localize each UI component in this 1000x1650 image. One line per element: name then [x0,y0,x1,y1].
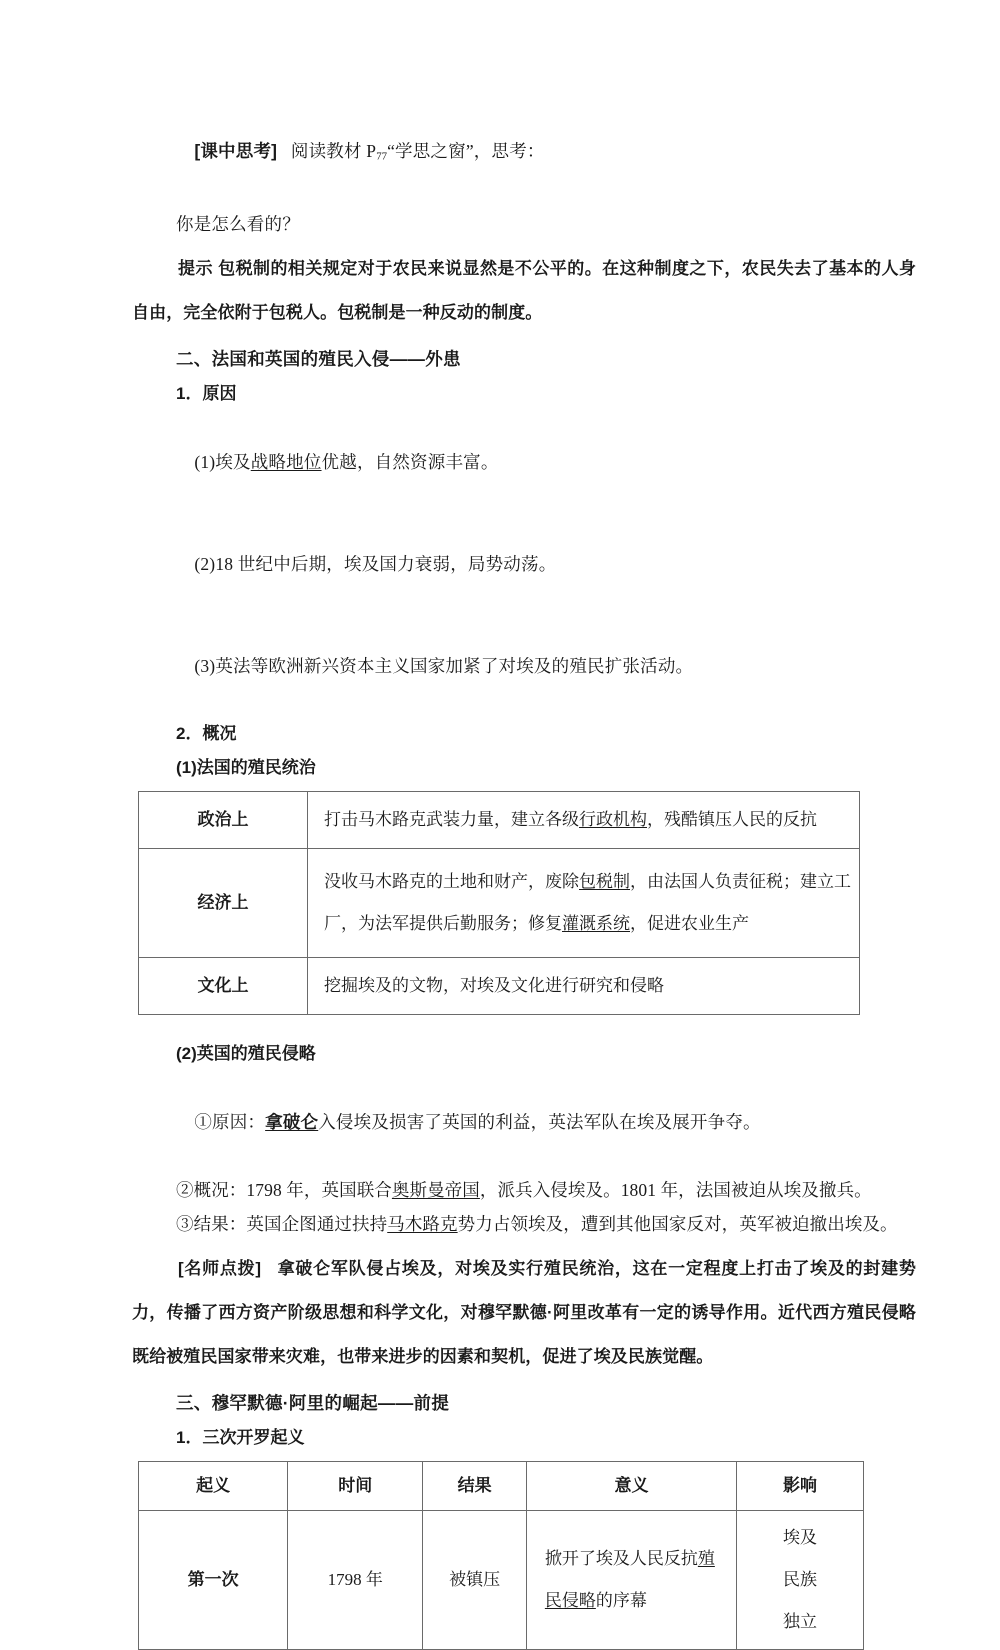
table-row [139,1511,864,1650]
cause-text-post: 优越，自然资源丰富。 [321,452,499,473]
table-row [139,792,860,849]
teacher-tip-tag: [名师点拨] [178,1259,262,1279]
row-label-economic: 经济上 [139,849,308,958]
british-invasion-title: (2)英国的殖民侵略 [176,1044,316,1064]
cause-keyword: 战略地位 [250,452,322,473]
french-colonial-rule-table [138,791,860,1015]
cell-impact [737,1511,864,1650]
cause-number: (2) [194,554,216,575]
item-text: 势力占领埃及，遭到其他国家反对，英军被迫撤出埃及。 [457,1214,898,1235]
cause-number: (3) [194,656,216,677]
cell-keyword: 殖民侵略 [544,1549,715,1611]
item-label: 概况： [193,1180,247,1201]
cell-text-pre: 掀开了埃及人民反抗 [544,1549,698,1569]
cell-uprising: 第一次 [139,1511,288,1650]
answer-hint-block [132,247,916,335]
in-class-thinking-lead-post: “学思之窗”，思考： [387,141,545,161]
cell-text-pre: 打击马木路克武装力量，建立各级 [324,810,579,830]
cause-item-1 [176,411,870,513]
table-row [139,958,860,1015]
teacher-tip-text: 拿破仑军队侵占埃及，对埃及实行殖民统治，这在一定程度上打击了埃及的封建势力，传播了西方资产阶级思想和科学文化，对穆罕默德·阿里改革有一定的诱导作用。近代西方殖民侵略既给被殖民国家带来灾难，也带来进步的因素和契机，促进了埃及民族觉醒。 [132,1259,916,1367]
teacher-tip-block [132,1247,916,1379]
cell-text-post: ，促进农业生产 [630,914,749,934]
british-item-1 [176,1071,870,1173]
cell-keyword-2: 灌溉系统 [562,914,630,934]
item-number: ③ [176,1214,194,1235]
row-label-cultural: 文化上 [139,958,308,1015]
column-header-result: 结果 [423,1462,527,1511]
in-class-thinking-line [176,100,870,207]
row-content-cultural: 挖掘埃及的文物，对埃及文化进行研究和侵略 [308,958,860,1015]
spacer [176,1015,870,1037]
cell-time: 1798 年 [288,1511,423,1650]
item-keyword: 拿破仑 [265,1112,319,1133]
column-header-time: 时间 [288,1462,423,1511]
cause-item-2 [176,513,870,615]
textbook-page-subscript: 77 [376,150,388,163]
item-text-pre: 1798 年，英国联合 [246,1180,392,1201]
answer-hint-label: 提示 [178,259,213,279]
cell-text-pre: 没收马木路克的土地和财产，废除 [324,872,579,892]
cell-meaning [526,1511,736,1650]
item-text: 入侵埃及损害了英国的利益，英法军队在埃及展开争夺。 [318,1112,761,1133]
impact-line: 埃及 [783,1528,818,1548]
causes-heading: 1．原因 [176,384,237,404]
in-class-thinking-question: 你是怎么看的？ [176,214,300,235]
cairo-uprisings-subheading: 1．三次开罗起义 [176,1428,305,1448]
cause-text-pre: 埃及 [215,452,251,473]
british-item-2 [176,1173,916,1207]
item-label: 结果： [193,1214,247,1235]
cause-item-3 [176,615,870,717]
cell-text-post: 的序幕 [595,1591,647,1611]
british-item-3 [176,1207,916,1241]
french-rule-title: (1)法国的殖民统治 [176,758,316,778]
cause-number: (1) [194,452,216,473]
cell-result: 被镇压 [423,1511,527,1650]
item-number: ① [194,1112,213,1133]
row-label-political: 政治上 [139,792,308,849]
row-content-political [308,792,860,849]
in-class-thinking-lead-pre: 阅读教材 P [290,141,377,161]
cell-keyword-1: 包税制 [579,872,630,892]
table-row [139,849,860,958]
cell-text-post: ，残酷镇压人民的反抗 [647,810,817,830]
column-header-meaning: 意义 [526,1462,736,1511]
item-text: ，派兵入侵埃及。1801 年，法国被迫从埃及撤兵。 [479,1180,872,1201]
column-header-impact: 影响 [737,1462,864,1511]
cause-text-pre: 18 世纪中后期，埃及国力衰弱，局势动荡。 [215,554,557,575]
answer-hint-text: 包税制的相关规定对于农民来说显然是不公平的。在这种制度之下，农民失去了基本的人身自由，完全依附于包税人。包税制是一种反动的制度。 [132,259,917,323]
overview-heading: 2．概况 [176,724,237,744]
impact-line: 民族 [783,1570,818,1590]
item-keyword: 马木路克 [387,1214,458,1235]
cause-text-pre: 英法等欧洲新兴资本主义国家加紧了对埃及的殖民扩张活动。 [215,656,694,677]
in-class-thinking-tag: [课中思考] [194,141,278,161]
item-text-pre: 英国企图通过扶持 [246,1214,388,1235]
section-three-heading: 三、穆罕默德·阿里的崛起——前提 [176,1393,450,1414]
cairo-uprisings-table [138,1461,864,1650]
table-header-row [139,1462,864,1511]
impact-line: 独立 [783,1612,818,1632]
cell-text-mid: ，由法国人负责征税；建立工厂，为法军提供后勤服务；修复 [324,872,851,934]
section-two-heading: 二、法国和英国的殖民入侵——外患 [176,349,461,370]
item-keyword: 奥斯曼帝国 [391,1180,480,1201]
item-number: ② [176,1180,194,1201]
column-header-uprising: 起义 [139,1462,288,1511]
item-label: 原因： [212,1112,266,1133]
cell-keyword: 行政机构 [579,810,647,830]
row-content-economic [308,849,860,958]
